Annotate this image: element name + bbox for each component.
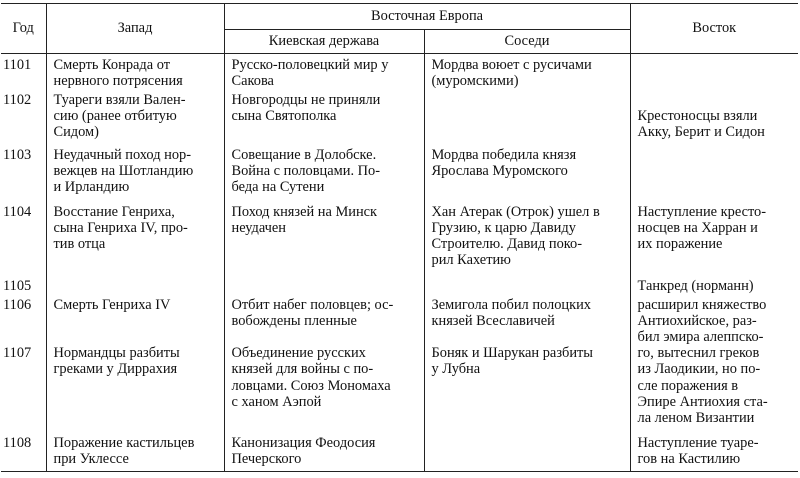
cell-year: 1104: [1, 204, 46, 278]
table-row: [1, 204, 798, 278]
cell-west: Смерть Генриха IV: [46, 297, 224, 346]
cell-kiev: Новгородцы не приняли сына Святополка: [224, 92, 424, 147]
cell-kiev: Совещание в Долобске. Война с половцами. По- беда на Сутени: [224, 147, 424, 204]
cell-east: Наступление кресто- носцев на Харран и их поражение: [630, 204, 798, 278]
cell-kiev: Отбит набег половцев; ос- вобождены пленные: [224, 297, 424, 346]
cell-kiev: Объединение русских князей для войны с по- ловцами. Союз Мономаха с ханом Аэпой: [224, 345, 424, 435]
cell-east: [630, 54, 798, 92]
cell-year: 1102: [1, 92, 46, 147]
cell-kiev: [224, 278, 424, 297]
cell-neighbors: Мордва воюет с русичами (муромскими): [424, 54, 630, 92]
cell-year: 1105: [1, 278, 46, 297]
cell-neighbors: [424, 92, 630, 147]
cell-west: Поражение кастильцев при Уклессе: [46, 435, 224, 471]
header-neighbors: Соседи: [424, 30, 630, 54]
cell-neighbors: Хан Атерак (Отрок) ушел в Грузию, к царю Давиду Строителю. Давид поко- рил Кахетию: [424, 204, 630, 278]
cell-east: Наступление туаре- гов на Кастилию: [630, 435, 798, 471]
cell-neighbors: Боняк и Шарукан разбиты у Лубна: [424, 345, 630, 435]
table-row: [1, 297, 798, 346]
cell-kiev: Русско-половецкий мир у Сакова: [224, 54, 424, 92]
chronology-table: [1, 3, 798, 472]
header-east-europe: Восточная Европа: [224, 4, 630, 30]
header-kiev: Киевская держава: [224, 30, 424, 54]
header-east: Восток: [630, 4, 798, 54]
cell-east: расширил княжество Антиохийское, раз- бил эмира алеппско-: [630, 297, 798, 346]
cell-west: Нормандцы разбиты греками у Диррахия: [46, 345, 224, 435]
cell-neighbors: [424, 278, 630, 297]
table-row: [1, 278, 798, 297]
cell-east: [630, 147, 798, 204]
cell-kiev: Канонизация Феодосия Печерского: [224, 435, 424, 471]
cell-west: Восстание Генриха, сына Генриха IV, про- тив отца: [46, 204, 224, 278]
cell-year: 1107: [1, 345, 46, 435]
table-row: [1, 435, 798, 471]
cell-year: 1101: [1, 54, 46, 92]
cell-east: го, вытеснил греков из Лаодикии, но по- сле поражения в Эпире Антиохия ста- ла леном Византии: [630, 345, 798, 435]
table-row: [1, 345, 798, 435]
cell-kiev: Поход князей на Минск неудачен: [224, 204, 424, 278]
cell-east: Крестоносцы взяли Акку, Берит и Сидон: [630, 92, 798, 147]
cell-west: Смерть Конрада от нервного потрясения: [46, 54, 224, 92]
cell-west: Туареги взяли Вален- сию (ранее отбитую Сидом): [46, 92, 224, 147]
cell-west: [46, 278, 224, 297]
table-row: [1, 147, 798, 204]
table-row: [1, 54, 798, 92]
cell-year: 1106: [1, 297, 46, 346]
header-west: Запад: [46, 4, 224, 54]
cell-year: 1108: [1, 435, 46, 471]
cell-neighbors: Земигола побил полоцких князей Всеславичей: [424, 297, 630, 346]
cell-neighbors: Мордва победила князя Ярослава Муромского: [424, 147, 630, 204]
cell-west: Неудачный поход нор- вежцев на Шотландию и Ирландию: [46, 147, 224, 204]
cell-east: Танкред (норманн): [630, 278, 798, 297]
cell-neighbors: [424, 435, 630, 471]
table-row: [1, 92, 798, 147]
cell-year: 1103: [1, 147, 46, 204]
header-year: Год: [1, 4, 46, 54]
